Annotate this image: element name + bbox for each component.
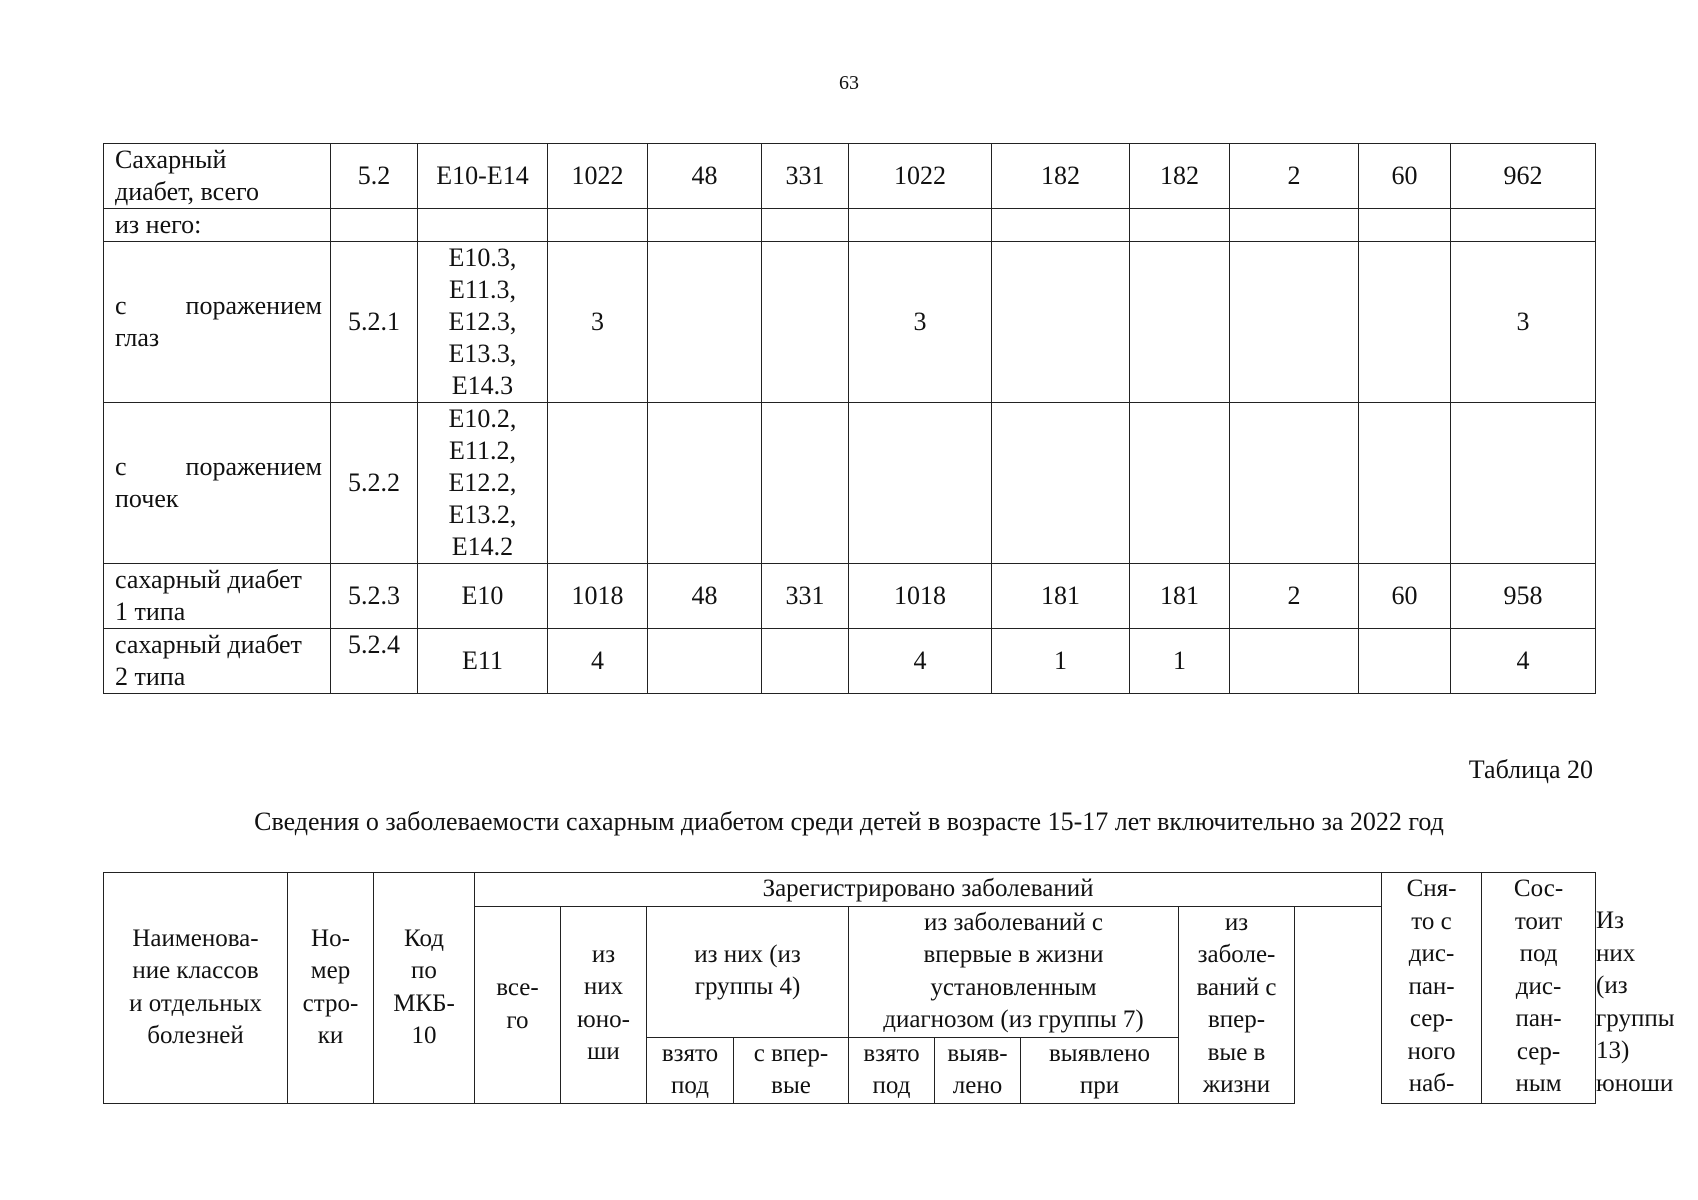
table-row [104,564,1596,629]
value-cell: 48 [648,144,762,209]
col-icd-code [374,873,475,1104]
value-cell: 4 [1451,629,1596,694]
header-line: по [411,957,437,985]
header-line: тоит [1514,907,1563,935]
icd-code-line: Е13.2, [448,500,517,529]
group-7-header [849,906,1179,1037]
col-g7-taken-under [849,1037,935,1103]
icd-code-line: Е10-Е14 [436,161,529,190]
header-line: ным [1515,1070,1562,1097]
header-line: из них (из [694,940,801,968]
value-cell: 958 [1451,564,1596,629]
value-cell [648,209,762,242]
value-cell [1230,403,1359,564]
header-line: лено [952,1072,1003,1099]
value-cell: 3 [548,242,648,403]
header-line: группы 4) [694,973,801,1000]
disease-name-cell [104,403,331,564]
header-line: под [1519,940,1558,967]
value-cell [762,629,849,694]
header-line: при [1079,1072,1120,1099]
icd-code-cell [418,144,548,209]
header-line: установленным [930,973,1097,1001]
icd-code-line: Е13.3, [448,339,517,368]
disease-name-line: Сахарный [115,145,227,174]
diabetes-continuation-table [103,143,1596,694]
row-number-cell: 5.2 [331,144,418,209]
disease-name-line: с поражением [115,452,322,481]
value-cell: 4 [849,629,992,694]
table-row [104,629,1596,694]
table-title: Сведения о заболеваемости сахарным диабетом среди детей в возрасте 15-17 лет включительно за 2022 год [254,807,1444,836]
header-line: сер- [1409,1005,1454,1032]
value-cell [762,242,849,403]
value-cell: 181 [992,564,1130,629]
value-cell: 60 [1359,564,1451,629]
header-line: с впер- [753,1039,829,1067]
value-cell: 1018 [849,564,992,629]
value-cell [648,403,762,564]
col-youths [561,906,647,1103]
header-line: дис- [1515,972,1562,1000]
value-cell [849,403,992,564]
header-line: них [583,973,624,1000]
header-line: выявлено [1048,1039,1151,1067]
value-cell: 60 [1359,144,1451,209]
icd-code-cell [418,403,548,564]
header-line: из [591,940,616,968]
header-line: ши [587,1038,620,1065]
value-cell [648,629,762,694]
value-cell [992,209,1130,242]
value-cell: 181 [1130,564,1230,629]
row-number-cell [331,209,418,242]
header-line: Сос- [1513,875,1564,902]
value-cell [548,209,648,242]
disease-name-line: 1 типа [115,597,186,626]
disease-name-line: 2 типа [115,662,186,691]
header-line: Сня- [1406,875,1457,902]
col-g7-detected-at [1021,1037,1179,1103]
table-label: Таблица 20 [1468,755,1593,784]
disease-name-cell [104,209,331,242]
icd-code-line: Е10.3, [448,243,517,272]
value-cell: 331 [762,144,849,209]
table-row [104,144,1596,209]
header-line: Наименова- [132,924,259,952]
value-cell [648,242,762,403]
disease-name-line: из него: [115,210,202,239]
icd-code-line: Е14.3 [451,371,514,400]
disease-name-line: почек [115,484,179,513]
icd-code-line: Е14.2 [451,532,514,561]
header-line: Но- [311,924,350,952]
value-cell [762,403,849,564]
value-cell: 182 [992,144,1130,209]
value-cell: 1022 [849,144,992,209]
icd-code-line: Е11.3, [449,275,516,304]
header-line: все- [496,974,539,1001]
registered-diseases-header: Зарегистрировано заболеваний [475,873,1382,907]
value-cell: 962 [1451,144,1596,209]
header-line: выяв- [947,1039,1008,1067]
icd-code-cell [418,564,548,629]
icd-code-line: Е11 [462,646,503,675]
col-total [475,906,561,1103]
disease-name-line: глаз [115,323,160,352]
icd-code-line: Е12.2, [448,468,517,497]
header-line: ного [1407,1037,1456,1065]
value-cell [1359,629,1451,694]
col-g7-detected [935,1037,1021,1103]
col-g4-first [734,1037,849,1103]
value-cell: 1018 [548,564,648,629]
header-line: из [1224,908,1249,936]
header-line: взято [863,1039,920,1067]
table-row [104,209,1596,242]
icd-code-cell [418,629,548,694]
header-line: дис- [1408,940,1455,967]
disease-name-line: диабет, всего [115,177,260,206]
icd-code-line: Е11.2, [449,436,516,465]
table-row [104,403,1596,564]
row-number-cell: 5.2.4 [331,629,418,694]
header-line: ние классов [132,957,259,985]
header-line: жизни [1202,1071,1271,1098]
value-cell: 3 [1451,242,1596,403]
value-cell [1359,403,1451,564]
table-row [104,242,1596,403]
value-cell: 1022 [548,144,648,209]
col-first-in-life [1179,906,1295,1103]
disease-name-cell [104,629,331,694]
disease-name-line: с поражением [115,291,322,320]
icd-code-line: Е10 [461,581,504,610]
value-cell: 331 [762,564,849,629]
value-cell: 1 [992,629,1130,694]
header-line: пан- [1408,972,1455,1000]
disease-name-cell [104,242,331,403]
value-cell: 4 [548,629,648,694]
header-line: пан- [1515,1005,1562,1032]
page-number: 63 [839,72,859,94]
header-line: МКБ- [393,989,455,1017]
disease-name-line: сахарный диабет [115,565,302,594]
header-line: вые [771,1072,811,1099]
header-line: го [506,1006,529,1034]
icd-code-cell [418,242,548,403]
value-cell [992,403,1130,564]
header-line: диагнозом (из группы 7) [883,1006,1144,1033]
value-cell [1451,403,1596,564]
icd-code-line: Е10.2, [448,404,517,433]
value-cell: 3 [849,242,992,403]
value-cell [1359,242,1451,403]
value-cell [992,242,1130,403]
col-row-number [288,873,374,1104]
col-under-observation [1482,873,1596,1104]
row-number-cell: 5.2.1 [331,242,418,403]
header-line: впер- [1207,1006,1266,1033]
value-cell: 2 [1230,144,1359,209]
header-line: болезней [147,1022,244,1050]
diabetes-15-17-header-table: Наименова- ние классов и отдельных болезней Но- мер стро- ки Код по МКБ- 10 Зарегистрировано заболеваний Сня- то с дис- пан- сер- ного наб- Сос- тоит под дис- пан- сер- ным Из них (из группы 13) юноши все- го из них юно- ши из них (из группы 4) из заболеваний с впервые в жизни установленным диагнозом (из группы 7) из заболе- ваний с впер- вые в жизни взято под с впер- вые взято под выяв- лено выявлено при [103,872,1596,1104]
header-line: 10 [411,1022,437,1050]
header-line: Код [404,924,444,952]
header-line: взято [661,1039,719,1067]
header-line: заболе- [1197,941,1276,968]
row-number-cell: 5.2.3 [331,564,418,629]
disease-name-cell [104,564,331,629]
header-line: под [671,1072,709,1099]
header-line: и отдельных [129,989,262,1017]
value-cell [762,209,849,242]
value-cell [1230,209,1359,242]
disease-name-cell [104,144,331,209]
header-line: ваний с [1196,973,1277,1001]
header-line: то с [1411,907,1452,935]
value-cell: 48 [648,564,762,629]
icd-code-cell [418,209,548,242]
value-cell [849,209,992,242]
col-removed-from-observation [1382,873,1482,1104]
value-cell: 182 [1130,144,1230,209]
value-cell [1359,209,1451,242]
col-g4-taken-under [647,1037,734,1103]
icd-code-line: Е12.3, [448,307,517,336]
value-cell [548,403,648,564]
value-cell [1451,209,1596,242]
value-cell [1230,242,1359,403]
row-number-cell: 5.2.2 [331,403,418,564]
header-line: мер [310,957,351,985]
col-disease-name [104,873,288,1104]
header-line: наб- [1408,1070,1455,1097]
group-4-header [647,906,849,1037]
header-line: из заболеваний с [924,908,1103,936]
value-cell [1230,629,1359,694]
header-line: стро- [302,989,359,1017]
value-cell [1130,403,1230,564]
header-line: сер- [1516,1037,1561,1065]
header-line: юно- [577,1005,630,1033]
value-cell: 1 [1130,629,1230,694]
header-line: ки [317,1022,344,1050]
disease-name-line: сахарный диабет [115,630,302,659]
header-line: вые в [1207,1038,1266,1066]
value-cell: 2 [1230,564,1359,629]
value-cell [1130,242,1230,403]
header-line: под [872,1072,911,1099]
header-line: впервые в жизни [923,941,1104,968]
value-cell [1130,209,1230,242]
